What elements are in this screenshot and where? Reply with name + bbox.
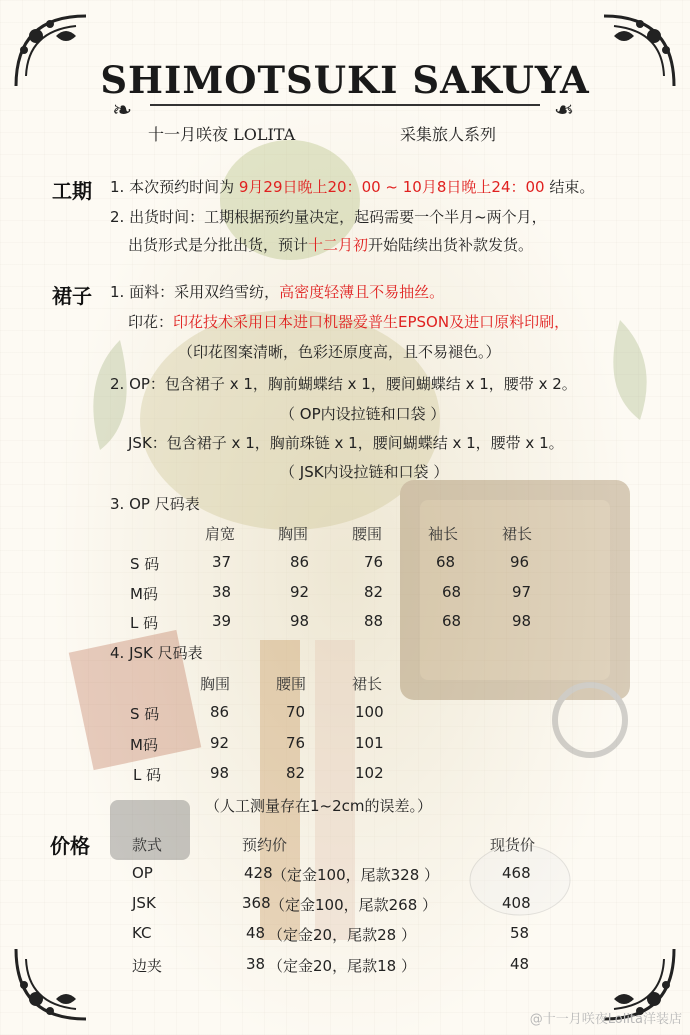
section-heading-schedule: 工期 (52, 179, 92, 203)
table-cell: 98 (512, 612, 532, 630)
table-cell: 76 (364, 553, 384, 571)
jsk-header-bust: 胸围 (200, 675, 231, 693)
table-cell: 68 (442, 612, 462, 630)
watermark: @十一月咲夜Lolita洋装店 (529, 1012, 682, 1027)
print-line: 印花：印花技术采用日本进口机器爱普生EPSON及进口原料印刷， (128, 313, 570, 331)
table-cell: 38 (212, 583, 232, 601)
price-deposit-jsk: （定金100，尾款268 ） (270, 896, 438, 914)
fleur-right-icon: ❧ (554, 96, 575, 124)
price-preorder-kc: 48 (246, 924, 266, 942)
fleur-left-icon: ❧ (112, 96, 133, 124)
price-deposit-kc: （定金20，尾款28 ） (268, 926, 416, 944)
schedule-line-2: 2. 出货时间：工期根据预约量决定，起码需要一个半月~两个月， (110, 208, 547, 226)
table-cell: 86 (290, 553, 310, 571)
op-contents: 2. OP：包含裙子 x 1，胸前蝴蝶结 x 1，腰间蝴蝶结 x 1，腰带 x 2。 (110, 375, 577, 393)
measurement-note: （人工测量存在1~2cm的误差。） (205, 797, 433, 815)
subtitle-series: 采集旅人系列 (400, 125, 497, 144)
price-instock-clip: 48 (510, 955, 530, 973)
table-cell: 39 (212, 612, 232, 630)
op-header-sleeve: 袖长 (428, 525, 459, 543)
op-header-length: 裙长 (502, 525, 533, 543)
table-cell: 68 (436, 553, 456, 571)
jsk-size-m: M码 (130, 736, 158, 754)
price-item-clip: 边夹 (132, 957, 163, 975)
table-cell: 102 (355, 764, 384, 782)
title-divider (150, 104, 540, 106)
table-cell: 37 (212, 553, 232, 571)
table-cell: 70 (286, 703, 306, 721)
page-title: SHIMOTSUKI SAKUYA (100, 58, 590, 102)
op-header-bust: 胸围 (278, 525, 309, 543)
subtitle-brand: 十一月咲夜 LOLITA (148, 125, 296, 144)
jsk-header-waist: 腰围 (276, 675, 307, 693)
table-cell: 98 (290, 612, 310, 630)
price-header-item: 款式 (132, 836, 163, 854)
table-cell: 82 (286, 764, 306, 782)
table-cell: 96 (510, 553, 530, 571)
price-header-preorder: 预约价 (242, 836, 288, 854)
schedule-line-3: 出货形式是分批出货，预计十二月初开始陆续出货补款发货。 (128, 236, 534, 254)
table-cell: 82 (364, 583, 384, 601)
price-preorder-op: 428 (244, 864, 273, 882)
price-instock-jsk: 408 (502, 894, 531, 912)
print-note: （印花图案清晰，色彩还原度高，且不易褪色。） (178, 343, 501, 361)
op-header-shoulder: 肩宽 (205, 525, 236, 543)
section-heading-price: 价格 (50, 834, 90, 858)
price-deposit-op: （定金100，尾款328 ） (272, 866, 440, 884)
op-size-s: S 码 (130, 555, 160, 573)
table-cell: 92 (290, 583, 310, 601)
jsk-header-length: 裙长 (352, 675, 383, 693)
price-preorder-clip: 38 (246, 955, 266, 973)
jsk-size-l: L 码 (133, 766, 162, 784)
table-cell: 68 (442, 583, 462, 601)
table-cell: 98 (210, 764, 230, 782)
table-cell: 101 (355, 734, 384, 752)
op-size-m: M码 (130, 585, 158, 603)
table-cell: 97 (512, 583, 532, 601)
section-heading-skirt: 裙子 (52, 284, 92, 308)
price-item-kc: KC (132, 924, 152, 942)
table-cell: 76 (286, 734, 306, 752)
fabric-line: 1. 面料：采用双绉雪纺，高密度轻薄且不易抽丝。 (110, 283, 445, 301)
price-item-jsk: JSK (132, 894, 156, 912)
price-header-instock: 现货价 (490, 836, 536, 854)
op-header-waist: 腰围 (352, 525, 383, 543)
table-cell: 92 (210, 734, 230, 752)
price-deposit-clip: （定金20，尾款18 ） (268, 957, 416, 975)
price-preorder-jsk: 368 (242, 894, 271, 912)
corner-ornament-bottom-left (6, 939, 96, 1029)
jsk-contents: JSK：包含裙子 x 1，胸前珠链 x 1，腰间蝴蝶结 x 1，腰带 x 1。 (128, 434, 564, 452)
jsk-table-title: 4. JSK 尺码表 (110, 644, 203, 662)
price-item-op: OP (132, 864, 153, 882)
table-cell: 88 (364, 612, 384, 630)
op-note: （ OP内设拉链和口袋 ） (280, 405, 446, 423)
price-instock-kc: 58 (510, 924, 530, 942)
table-cell: 86 (210, 703, 230, 721)
op-table-title: 3. OP 尺码表 (110, 495, 200, 513)
price-instock-op: 468 (502, 864, 531, 882)
jsk-note: （ JSK内设拉链和口袋 ） (280, 463, 449, 481)
table-cell: 100 (355, 703, 384, 721)
jsk-size-s: S 码 (130, 705, 160, 723)
schedule-line-1: 1. 本次预约时间为 9月29日晚上20：00 ~ 10月8日晚上24：00 结束。 (110, 178, 595, 196)
op-size-l: L 码 (130, 614, 159, 632)
